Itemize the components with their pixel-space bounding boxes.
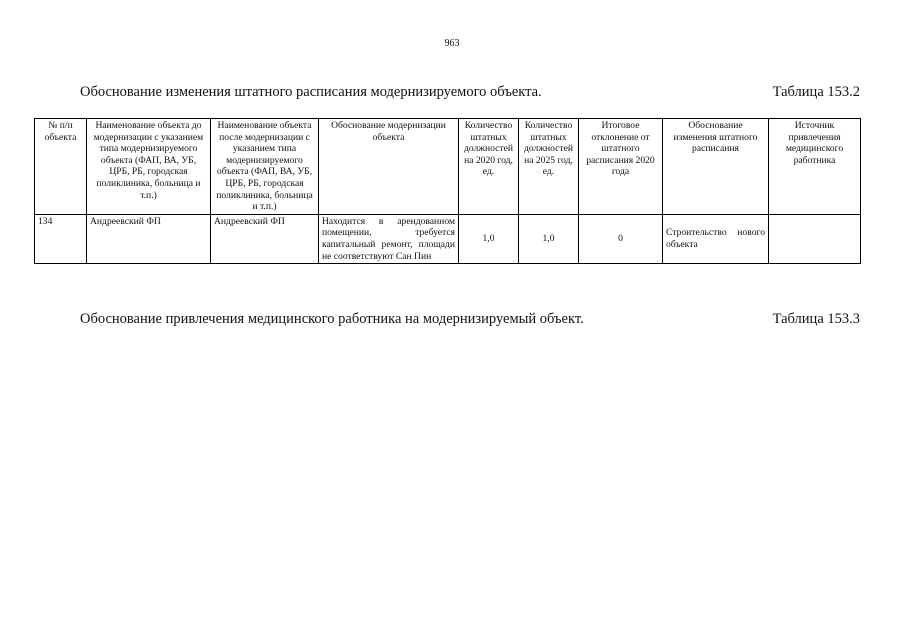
- cell-name-after: Андреевский ФП: [211, 214, 319, 263]
- cell-deviation: 0: [579, 214, 663, 263]
- table-153-3-heading: [80, 311, 860, 328]
- header-name-after: Наименование объекта после модернизации с указанием типа модернизируемого объекта (ФАП, ВА, УБ, ЦРБ, РБ, городская поликлиника, больница и т.п.): [211, 119, 319, 215]
- cell-name-before: Андреевский ФП: [87, 214, 211, 263]
- table-153-2-label: Таблица 153.2: [772, 84, 860, 100]
- table-row: [35, 214, 861, 263]
- staffing-table: [34, 118, 861, 264]
- header-worker-source: Источник привлечения медицинского работника: [769, 119, 861, 215]
- table-153-3-label: Таблица 153.3: [772, 311, 860, 327]
- table-153-2-heading: [80, 84, 860, 101]
- table-153-2-title: Обоснование изменения штатного расписания модернизируемого объекта.: [80, 84, 542, 100]
- header-deviation: Итоговое отклонение от штатного расписания 2020 года: [579, 119, 663, 215]
- cell-object-number: 134: [35, 214, 87, 263]
- table-header-row: [35, 119, 861, 215]
- header-name-before: Наименование объекта до модернизации с указанием типа модернизируемого объекта (ФАП, ВА, УБ, ЦРБ, РБ, городская поликлиника, больница и т.п.): [87, 119, 211, 215]
- header-staff-2025: Количество штатных должностей на 2025 год, ед.: [519, 119, 579, 215]
- cell-worker-source: [769, 214, 861, 263]
- cell-change-reason: Строительство нового объекта: [663, 214, 769, 263]
- header-modernization-reason: Обоснование модернизации объекта: [319, 119, 459, 215]
- cell-modernization-reason: Находится в арендованном помещении, требуется капитальный ремонт, площади не соответствуют Сан Пин: [319, 214, 459, 263]
- header-object-number: № п/п объекта: [35, 119, 87, 215]
- table-153-3-title: Обоснование привлечения медицинского работника на модернизируемый объект.: [80, 311, 584, 327]
- page-number: 963: [444, 38, 460, 49]
- cell-staff-2025: 1,0: [519, 214, 579, 263]
- header-staff-2020: Количество штатных должностей на 2020 год, ед.: [459, 119, 519, 215]
- header-change-reason: Обоснование изменения штатного расписания: [663, 119, 769, 215]
- cell-staff-2020: 1,0: [459, 214, 519, 263]
